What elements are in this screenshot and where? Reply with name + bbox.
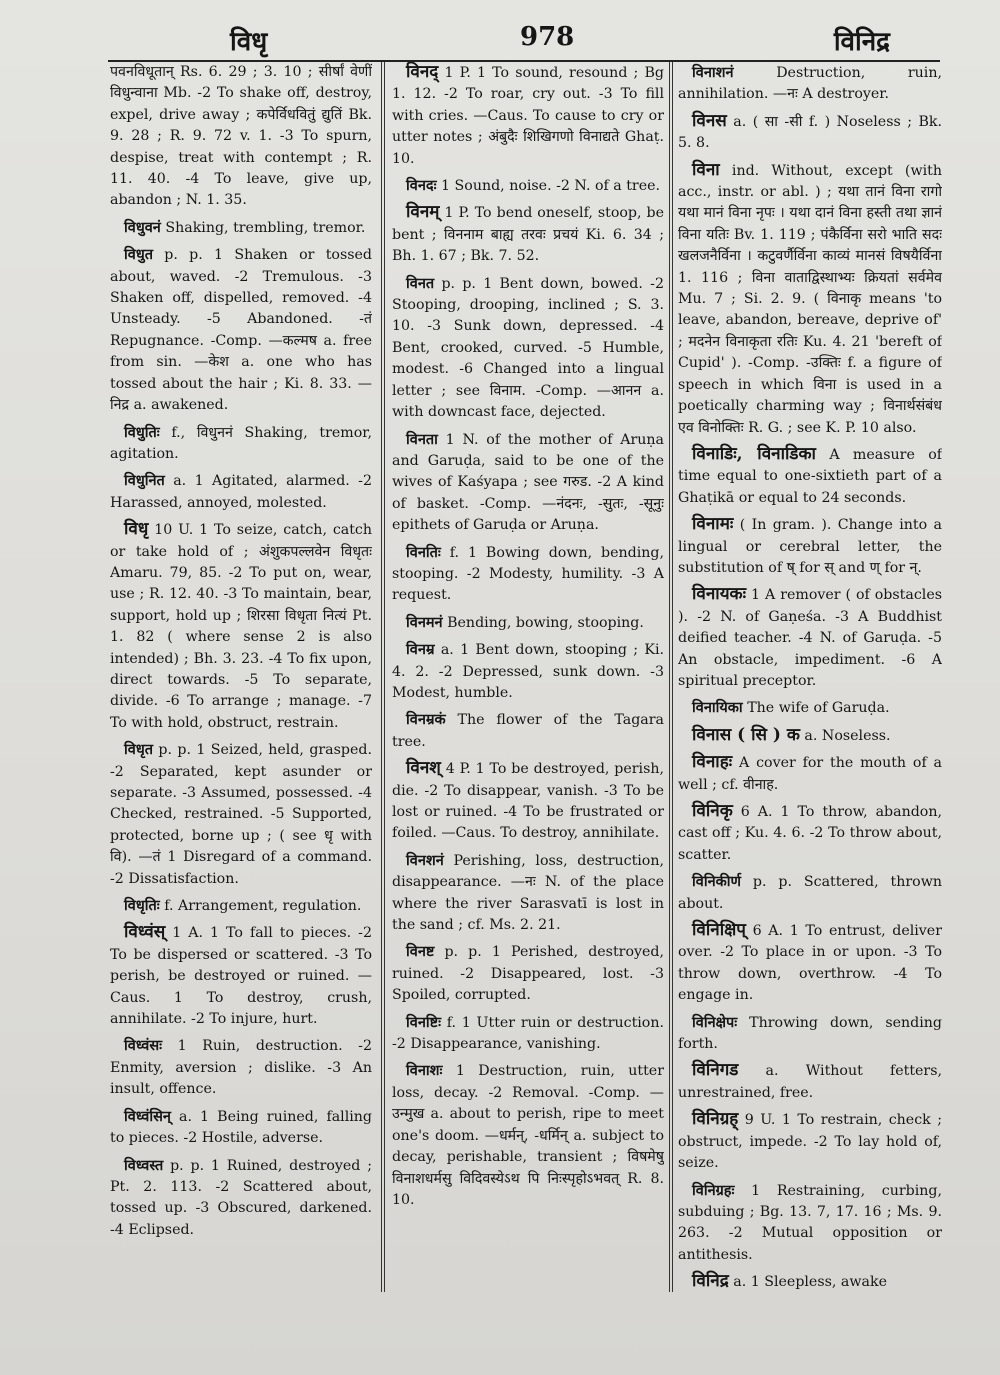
dictionary-entry xyxy=(110,1035,372,1100)
dictionary-entry xyxy=(110,244,372,416)
entry-definition: a. ( सा -सी f. ) Noseless ; Bk. 5. 8. xyxy=(678,113,942,152)
entry-headword: विनाहः xyxy=(692,752,733,773)
entry-headword: विनश् xyxy=(406,758,441,779)
column-1 xyxy=(110,62,372,1295)
dictionary-entry xyxy=(678,584,942,692)
entry-headword: विनिकीर्ण xyxy=(692,873,741,891)
entry-headword: विधुवनं xyxy=(124,218,161,236)
dictionary-entry xyxy=(678,62,942,106)
column-divider xyxy=(381,62,382,1292)
entry-definition: 1 Sound, noise. -2 N. of a tree. xyxy=(441,178,661,195)
header-right-word: विनिद्र xyxy=(833,27,890,57)
entry-definition: f. 1 Bowing down, bending, stooping. -2 Modesty, humility. -3 A request. xyxy=(392,544,664,604)
dictionary-entry xyxy=(110,519,372,734)
entry-definition: p. p. 1 Perished, destroyed, ruined. -2 Disappeared, lost. -3 Spoiled, corrupted. xyxy=(392,944,664,1004)
entry-headword: विनम्र xyxy=(406,641,435,659)
dictionary-entry xyxy=(678,444,942,509)
entry-headword: विनम्रकं xyxy=(406,711,446,729)
dictionary-entry xyxy=(392,850,664,937)
dictionary-entry xyxy=(392,941,664,1006)
entry-definition: a. 1 Sleepless, awake xyxy=(733,1274,887,1291)
dictionary-entry xyxy=(110,895,372,917)
entry-headword: विनिक्षेपः xyxy=(692,1013,738,1031)
dictionary-entry xyxy=(678,160,942,439)
entry-definition: 9 U. 1 To restrain, check ; obstruct, impede. -2 To lay hold of, seize. xyxy=(678,1112,942,1172)
entry-headword: विध्वंस् xyxy=(124,922,166,943)
entry-headword: विनिग्रह् xyxy=(692,1109,739,1130)
entry-definition: 1 P. 1 To sound, resound ; Bg 1. 12. -2 To roar, cry out. -3 To fill with cries. —Caus. To cause to cry or utter notes ; अंबुदैः शिखिगणो विनाद्यते Ghaṭ. 10. xyxy=(392,65,664,167)
entry-definition: A cover for the mouth of a well ; cf. वीनाह. xyxy=(678,755,942,793)
dictionary-entry xyxy=(678,752,942,796)
entry-headword: विधृत xyxy=(124,741,153,759)
entry-definition: p. p. 1 Bent down, bowed. -2 Stooping, drooping, inclined ; S. 3. 10. -3 Sunk down, depressed. -4 Bent, crooked, curved. -5 Humble, modest. -6 Changed into a lingual letter ; see विनाम. -Comp. —आनन a. with downcast face, dejected. xyxy=(392,275,664,421)
entry-headword: विधुतिः xyxy=(124,423,160,441)
entry-definition: p. p. 1 Ruined, destroyed ; Pt. 2. 113. -2 Scattered about, tossed up. -3 Obscured, darkened. -4 Eclipsed. xyxy=(110,1157,372,1238)
entry-headword: विनिद्र xyxy=(692,1271,729,1292)
entry-definition: 1 Destruction, ruin, utter loss, decay. -2 Removal. -Comp. —उन्मुख a. about to perish, ripe to meet one's doom. —धर्मन्, -धर्मिन् a. subject to decay, perishable, transient ; विषमेषु विनाशधर्मसु विदिवस्येऽथ पि निःस्पृहोऽभवत् R. 8. 10. xyxy=(392,1063,664,1208)
entry-definition: a. 1 Agitated, alarmed. -2 Harassed, annoyed, molested. xyxy=(110,473,372,511)
entry-headword: विनशनं xyxy=(406,851,444,869)
dictionary-entry xyxy=(110,217,372,239)
entry-headword: विनस xyxy=(692,110,727,131)
dictionary-entry xyxy=(392,612,664,634)
entry-definition: f., विधुननं Shaking, tremor, agitation. xyxy=(110,424,372,462)
entry-headword: विनत xyxy=(406,274,435,292)
entry-definition: a. 1 Being ruined, falling to pieces. -2 Hostile, adverse. xyxy=(110,1108,372,1147)
entry-headword: विधृतिः xyxy=(124,897,160,915)
header-left-word: विधृ xyxy=(230,27,268,57)
entry-headword: विनायिका xyxy=(692,699,743,717)
entry-headword: विनष्टिः xyxy=(406,1013,442,1031)
dictionary-entry xyxy=(678,1109,942,1174)
dictionary-entry xyxy=(678,920,942,1007)
dictionary-entry xyxy=(392,202,664,267)
dictionary-entry xyxy=(678,514,942,579)
dictionary-entry xyxy=(678,871,942,915)
entry-definition: 10 U. 1 To seize, catch, catch or take hold of ; अंशुकपल्लवेन विधृतः Amaru. 79, 85. -2 To put on, wear, use ; R. 12. 40. -3 To maintain, bear, support, hold up ; शिरसा विधृता नित्यं Pt. 1. 82 ( where sense 2 is also intended) ; Bh. 3. 23. -4 To fix upon, direct towards. -5 To separate, divide. -6 To arrange ; manage. -7 To with hold, obstruct, restrain. xyxy=(110,522,372,731)
entry-definition: 1 N. of the mother of Aruṇa and Garuḍa, said to be one of the wives of Kaśyapa ; see गरुड. -2 A kind of basket. -Comp. —नंदनः, -सुतः, -सूनुः epithets of Garuḍa or Aruṇa. xyxy=(392,431,664,534)
entry-headword: विनतिः xyxy=(406,543,441,561)
entry-headword: विधुत xyxy=(124,246,153,264)
entry-headword: विनद् xyxy=(406,62,439,82)
entry-definition: पवनविधूतान् Rs. 6. 29 ; 3. 10 ; सीर्षां वेणीं विधुन्वाना Mb. -2 To shake off, destroy, expel, drive away ; कपेर्विधवितुं द्युतिं Bk. 9. 28 ; R. 9. 72 v. 1. -3 To spurn, despise, treat with contempt ; R. 11. 40. -4 To leave, give up, abandon ; N. 1. 35. xyxy=(110,64,372,209)
entry-headword: विनाशः xyxy=(406,1062,443,1080)
entry-definition: The flower of the Tagara tree. xyxy=(392,712,664,750)
entry-definition: The wife of Garuḍa. xyxy=(747,700,890,717)
column-divider xyxy=(669,62,670,1292)
dictionary-entry xyxy=(110,922,372,1030)
entry-definition: 1 A remover ( of obstacles ). -2 N. of Gaṇeśa. -3 A Buddhist deified teacher. -4 N. of Garuḍa. -5 An obstacle, impediment. -6 A spiritual preceptor. xyxy=(678,587,942,689)
column-divider xyxy=(672,62,673,1292)
dictionary-entry xyxy=(392,542,664,607)
entry-headword: विनता xyxy=(406,430,438,448)
entry-definition: 6 A. 1 To entrust, deliver over. -2 To place in or upon. -3 To throw down, overthrow. -4 To engage in. xyxy=(678,923,942,1004)
page-number: 978 xyxy=(520,22,575,52)
dictionary-entry xyxy=(110,62,372,212)
entry-definition: Throwing down, sending forth. xyxy=(678,1014,942,1053)
entry-definition: Destruction, ruin, annihilation. —नः A destroyer. xyxy=(678,65,942,103)
dictionary-entry xyxy=(110,739,372,890)
entry-headword: विनिकृ xyxy=(692,801,733,821)
column-divider xyxy=(384,62,385,1292)
dictionary-entry xyxy=(110,470,372,514)
dictionary-entry xyxy=(110,422,372,466)
dictionary-entry xyxy=(392,429,664,537)
entry-headword: विनाडिः, विनाडिका xyxy=(692,443,816,464)
entry-definition: p. p. 1 Seized, held, grasped. -2 Separated, kept asunder or separate. -3 Assumed, possessed. -4 Checked, restrained. -5 Supported, protected, borne up ; ( see धृ with वि). —तं 1 Disregard of a command. -2 Dissatisfaction. xyxy=(110,742,372,887)
column-3 xyxy=(678,62,942,1295)
dictionary-entry xyxy=(110,1155,372,1242)
entry-definition: a. Without fetters, unrestrained, free. xyxy=(678,1063,942,1101)
dictionary-entry xyxy=(392,709,664,753)
entry-headword: विध्वंसः xyxy=(124,1037,163,1055)
dictionary-entry xyxy=(678,1060,942,1104)
dictionary-entry xyxy=(110,1106,372,1150)
running-header xyxy=(100,22,960,60)
dictionary-entry xyxy=(678,697,942,719)
entry-definition: Bending, bowing, stooping. xyxy=(447,614,644,631)
entry-definition: p. p. 1 Shaken or tossed about, waved. -2 Tremulous. -3 Shaken off, dispelled, removed. -4 Unsteady. -5 Abandoned. -तं Repugnance. -Comp. —कल्मष a. free from sin. —केश a. one who has tossed about the hair ; Ki. 8. 33. —निद्र a. awakened. xyxy=(110,247,372,414)
entry-headword: विना xyxy=(692,159,720,180)
entry-headword: विनम् xyxy=(406,202,440,223)
dictionary-entry xyxy=(678,1012,942,1056)
entry-headword: विधुनित xyxy=(124,472,165,490)
dictionary-entry xyxy=(392,273,664,424)
dictionary-entry xyxy=(392,639,664,704)
entry-definition: 6 A. 1 To throw, abandon, cast off ; Ku. 4. 6. -2 To throw about, scatter. xyxy=(678,804,942,863)
entry-definition: 4 P. 1 To be destroyed, perish, die. -2 To disappear, vanish. -3 To be lost or ruined. -4 To be frustrated or foiled. —Caus. To destroy, annihilate. xyxy=(392,761,664,842)
entry-definition: 1 Ruin, destruction. -2 Enmity, aversion ; dislike. -3 An insult, offence. xyxy=(110,1038,372,1098)
entry-headword: विध्वंसिन् xyxy=(124,1107,171,1125)
entry-definition: Shaking, trembling, tremor. xyxy=(165,219,366,236)
entry-headword: विनिग्रहः xyxy=(692,1181,735,1199)
dictionary-entry xyxy=(678,111,942,155)
dictionary-entry xyxy=(678,725,942,747)
dictionary-entry xyxy=(392,1012,664,1056)
dictionary-entry xyxy=(678,801,942,866)
dictionary-entry xyxy=(678,1271,942,1293)
entry-definition: 1 Restraining, curbing, subduing ; Bg. 13. 7, 17. 16 ; Ms. 9. 263. -2 Mutual opposition or antithesis. xyxy=(678,1182,942,1263)
entry-definition: Perishing, loss, destruction, disappearance. —नः N. of the place where the river Sarasvatī is lost in the sand ; cf. Ms. 2. 21. xyxy=(392,852,664,934)
column-2 xyxy=(392,62,664,1295)
entry-headword: विधृ xyxy=(124,519,149,540)
entry-definition: a. 1 Bent down, stooping ; Ki. 4. 2. -2 Depressed, sunk down. -3 Modest, humble. xyxy=(392,642,664,701)
dictionary-entry xyxy=(392,1060,664,1211)
entry-headword: विनिक्षिप् xyxy=(692,920,746,941)
entry-headword: विनामः xyxy=(692,514,734,535)
entry-definition: f. Arrangement, regulation. xyxy=(164,898,362,915)
entry-definition: A measure of time equal to one-sixtieth part of a Ghaṭikā or equal to 24 seconds. xyxy=(678,446,942,506)
entry-definition: ind. Without, except (with acc., instr. or abl. ) ; यथा तानं विना रागो यथा मानं विना नृपः । यथा दानं विना हस्ती तथा ज्ञानं विना यतिः Bv. 1. 119 ; पंकैर्विना सरो भाति सदः खलजनैर्विना । कटुवर्णैर्विना काव्यं मानसं विषयैर्विना 1. 116 ; विना वाताद्विस्थाभ्यः क्रियतां सर्वमेव Mu. 7 ; Si. 2. 9. ( विनाकृ means 'to leave, abandon, bereave, deprive of' ; मदनेन विनाकृता रतिः Ku. 4. 21 'bereft of Cupid' ). -Comp. -उक्तिः f. a figure of speech in which विना is used in a poetically charming way ; विनार्थसंबंध एव विनोक्तिः R. G. ; see K. P. 10 also. xyxy=(678,162,942,436)
dictionary-entry xyxy=(392,62,664,170)
dictionary-entry xyxy=(392,758,664,845)
entry-definition: p. p. Scattered, thrown about. xyxy=(678,874,942,912)
entry-headword: विनिगड xyxy=(692,1060,739,1081)
entry-definition: 1 A. 1 To fall to pieces. -2 To be dispersed or scattered. -3 To perish, be destroyed or ruined. —Caus. 1 To destroy, crush, annihilate. -2 To injure, hurt. xyxy=(110,925,372,1028)
entry-definition: ( In gram. ). Change into a lingual or cerebral letter, the substitution of ष् for स् and ण् for न्. xyxy=(678,517,942,576)
entry-headword: विनमनं xyxy=(406,613,443,631)
entry-headword: विध्वस्त xyxy=(124,1156,164,1174)
entry-headword: विनष्ट xyxy=(406,943,435,961)
entry-definition: a. Noseless. xyxy=(804,727,891,744)
entry-definition: 1 P. To bend oneself, stoop, be bent ; विननाम बाह्य तरवः प्रचयं Ki. 6. 34 ; Bh. 1. 67 ; Bk. 7. 52. xyxy=(392,205,664,265)
entry-headword: विनास ( सि ) क xyxy=(692,724,800,745)
entry-headword: विनदः xyxy=(406,177,437,195)
dictionary-entry xyxy=(678,1180,942,1267)
entry-headword: विनाशनं xyxy=(692,64,734,81)
dictionary-entry xyxy=(392,175,664,197)
entry-definition: f. 1 Utter ruin or destruction. -2 Disappearance, vanishing. xyxy=(392,1014,664,1053)
entry-headword: विनायकः xyxy=(692,584,747,605)
